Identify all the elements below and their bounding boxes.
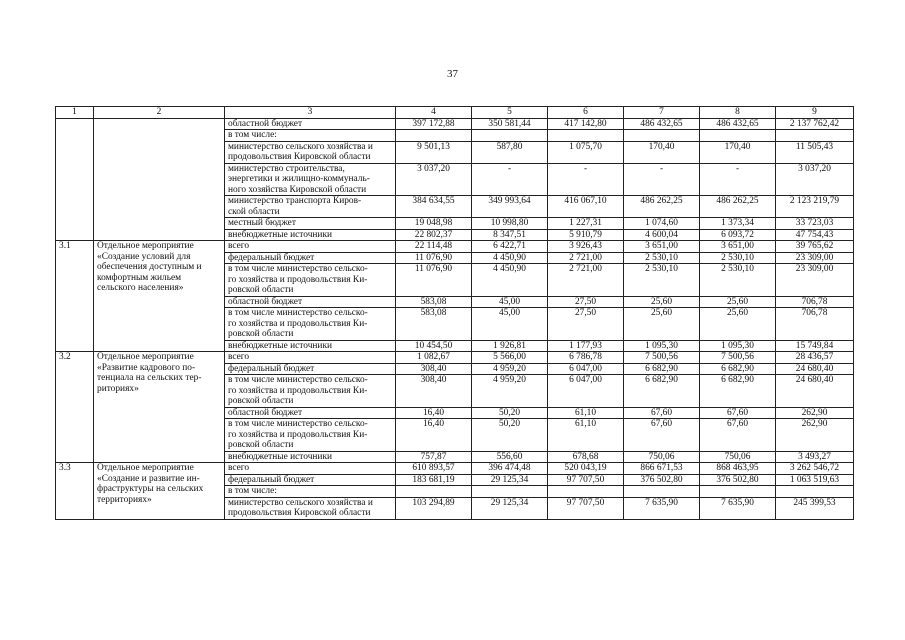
funding-source-cell: областной бюджет bbox=[225, 118, 396, 130]
value-cell: 25,60 bbox=[624, 296, 700, 308]
value-cell: 15 749,84 bbox=[776, 340, 854, 352]
value-cell: 486 432,65 bbox=[624, 118, 700, 130]
value-cell: 6 422,71 bbox=[472, 241, 548, 253]
value-cell: 9 501,13 bbox=[396, 141, 472, 163]
value-cell: 103 294,89 bbox=[396, 497, 472, 519]
value-cell: 3 651,00 bbox=[624, 241, 700, 253]
value-cell: 50,20 bbox=[472, 419, 548, 452]
value-cell: 61,10 bbox=[548, 407, 624, 419]
value-cell: 7 635,90 bbox=[624, 497, 700, 519]
value-cell: 2 123 219,79 bbox=[776, 196, 854, 218]
funding-source-cell: всего bbox=[225, 241, 396, 253]
value-cell: 349 993,64 bbox=[472, 196, 548, 218]
activity-name-cell bbox=[94, 118, 225, 241]
header-cell: 7 bbox=[624, 107, 700, 119]
funding-source-cell: внебюджетные источники bbox=[225, 340, 396, 352]
value-cell: 2 530,10 bbox=[700, 264, 776, 297]
value-cell: 3 262 546,72 bbox=[776, 463, 854, 475]
value-cell: 1 373,34 bbox=[700, 218, 776, 230]
funding-source-cell: в том числе министерство сельско- го хозяйства и продовольствия Ки- ровской области bbox=[225, 264, 396, 297]
value-cell: 376 502,80 bbox=[624, 474, 700, 486]
value-cell bbox=[700, 486, 776, 498]
value-cell: 11 076,90 bbox=[396, 252, 472, 264]
value-cell: 3 037,20 bbox=[776, 163, 854, 196]
value-cell: 706,78 bbox=[776, 308, 854, 341]
value-cell: 678,68 bbox=[548, 451, 624, 463]
value-cell: 1 227,31 bbox=[548, 218, 624, 230]
value-cell: 6 682,90 bbox=[624, 375, 700, 408]
activity-number: 3.3 bbox=[56, 463, 94, 520]
value-cell: 50,20 bbox=[472, 407, 548, 419]
table-row bbox=[56, 241, 854, 253]
value-cell: 4 959,20 bbox=[472, 363, 548, 375]
value-cell: 97 707,50 bbox=[548, 474, 624, 486]
header-cell: 5 bbox=[472, 107, 548, 119]
value-cell: 25,60 bbox=[700, 308, 776, 341]
value-cell: 1 082,67 bbox=[396, 352, 472, 364]
value-cell: 376 502,80 bbox=[700, 474, 776, 486]
value-cell: 3 037,20 bbox=[396, 163, 472, 196]
table-row bbox=[56, 352, 854, 364]
value-cell: 245 399,53 bbox=[776, 497, 854, 519]
value-cell bbox=[624, 130, 700, 142]
funding-source-cell: областной бюджет bbox=[225, 407, 396, 419]
funding-source-cell: министерство транспорта Киров- ской области bbox=[225, 196, 396, 218]
value-cell bbox=[700, 130, 776, 142]
value-cell: 1 926,81 bbox=[472, 340, 548, 352]
value-cell: 3 926,43 bbox=[548, 241, 624, 253]
value-cell: 24 680,40 bbox=[776, 375, 854, 408]
value-cell: 396 474,48 bbox=[472, 463, 548, 475]
value-cell: 1 074,60 bbox=[624, 218, 700, 230]
value-cell bbox=[624, 486, 700, 498]
value-cell: 170,40 bbox=[700, 141, 776, 163]
funding-source-cell: в том числе: bbox=[225, 130, 396, 142]
value-cell: 24 680,40 bbox=[776, 363, 854, 375]
value-cell: 6 047,00 bbox=[548, 375, 624, 408]
value-cell: 4 600,04 bbox=[624, 229, 700, 241]
funding-source-cell: в том числе министерство сельско- го хозяйства и продовольствия Ки- ровской области bbox=[225, 308, 396, 341]
funding-source-cell: федеральный бюджет bbox=[225, 252, 396, 264]
value-cell: 23 309,00 bbox=[776, 264, 854, 297]
header-cell: 3 bbox=[225, 107, 396, 119]
activity-number: 3.1 bbox=[56, 241, 94, 352]
value-cell: 4 450,90 bbox=[472, 264, 548, 297]
value-cell: 10 998,80 bbox=[472, 218, 548, 230]
value-cell: 583,08 bbox=[396, 308, 472, 341]
funding-source-cell: министерство сельского хозяйства и продовольствия Кировской области bbox=[225, 141, 396, 163]
value-cell: 4 450,90 bbox=[472, 252, 548, 264]
value-cell: 2 721,00 bbox=[548, 252, 624, 264]
value-cell: 350 581,44 bbox=[472, 118, 548, 130]
value-cell: 6 786,78 bbox=[548, 352, 624, 364]
value-cell: 750,06 bbox=[700, 451, 776, 463]
value-cell: 28 436,57 bbox=[776, 352, 854, 364]
value-cell bbox=[472, 130, 548, 142]
value-cell: 16,40 bbox=[396, 419, 472, 452]
value-cell: 5 566,00 bbox=[472, 352, 548, 364]
value-cell: 2 530,10 bbox=[700, 252, 776, 264]
value-cell bbox=[776, 130, 854, 142]
value-cell: 2 137 762,42 bbox=[776, 118, 854, 130]
funding-source-cell: всего bbox=[225, 352, 396, 364]
value-cell: 3 651,00 bbox=[700, 241, 776, 253]
value-cell: - bbox=[624, 163, 700, 196]
value-cell: 587,80 bbox=[472, 141, 548, 163]
activity-name: Отдельное мероприятие «Создание условий для обеспечения доступным и комфортным жильем сельского населения» bbox=[94, 241, 225, 352]
activity-name: Отдельное мероприятие «Развитие кадрового по- тенциала на сельских тер- риториях» bbox=[94, 352, 225, 463]
value-cell: 706,78 bbox=[776, 296, 854, 308]
funding-source-cell: внебюджетные источники bbox=[225, 451, 396, 463]
value-cell: 29 125,34 bbox=[472, 474, 548, 486]
header-row bbox=[56, 107, 854, 119]
value-cell: 3 493,27 bbox=[776, 451, 854, 463]
funding-source-cell: федеральный бюджет bbox=[225, 474, 396, 486]
value-cell bbox=[472, 486, 548, 498]
value-cell: 308,40 bbox=[396, 363, 472, 375]
value-cell: 1 177,93 bbox=[548, 340, 624, 352]
value-cell: 416 067,10 bbox=[548, 196, 624, 218]
table-row bbox=[56, 118, 854, 130]
value-cell: 6 682,90 bbox=[700, 363, 776, 375]
value-cell: 610 893,57 bbox=[396, 463, 472, 475]
value-cell: 23 309,00 bbox=[776, 252, 854, 264]
value-cell: 866 671,53 bbox=[624, 463, 700, 475]
value-cell: - bbox=[472, 163, 548, 196]
value-cell: 2 530,10 bbox=[624, 264, 700, 297]
value-cell: 27,50 bbox=[548, 296, 624, 308]
value-cell: 8 347,51 bbox=[472, 229, 548, 241]
value-cell: 16,40 bbox=[396, 407, 472, 419]
value-cell: 262,90 bbox=[776, 419, 854, 452]
value-cell: 11 505,43 bbox=[776, 141, 854, 163]
value-cell: 397 172,88 bbox=[396, 118, 472, 130]
funding-source-cell: в том числе: bbox=[225, 486, 396, 498]
value-cell: 868 463,95 bbox=[700, 463, 776, 475]
value-cell: 67,60 bbox=[700, 407, 776, 419]
value-cell: 61,10 bbox=[548, 419, 624, 452]
value-cell: 1 063 519,63 bbox=[776, 474, 854, 486]
funding-source-cell: министерство сельского хозяйства и продовольствия Кировской области bbox=[225, 497, 396, 519]
funding-source-cell: федеральный бюджет bbox=[225, 363, 396, 375]
value-cell: 262,90 bbox=[776, 407, 854, 419]
value-cell: 7 500,56 bbox=[624, 352, 700, 364]
value-cell bbox=[776, 486, 854, 498]
value-cell: 486 262,25 bbox=[700, 196, 776, 218]
value-cell: 2 530,10 bbox=[624, 252, 700, 264]
header-cell: 4 bbox=[396, 107, 472, 119]
number-cell bbox=[56, 118, 94, 241]
value-cell: 7 500,56 bbox=[700, 352, 776, 364]
value-cell: 47 754,43 bbox=[776, 229, 854, 241]
value-cell: 486 262,25 bbox=[624, 196, 700, 218]
value-cell bbox=[548, 486, 624, 498]
funding-source-cell: министерство строительства, энергетики и жилищно-коммуналь- ного хозяйства Кировской области bbox=[225, 163, 396, 196]
funding-source-cell: в том числе министерство сельско- го хозяйства и продовольствия Ки- ровской области bbox=[225, 375, 396, 408]
value-cell: 33 723,03 bbox=[776, 218, 854, 230]
value-cell: 67,60 bbox=[700, 419, 776, 452]
value-cell: 757,87 bbox=[396, 451, 472, 463]
value-cell: 45,00 bbox=[472, 308, 548, 341]
value-cell: 6 093,72 bbox=[700, 229, 776, 241]
value-cell: - bbox=[548, 163, 624, 196]
header-cell: 2 bbox=[94, 107, 225, 119]
value-cell: 7 635,90 bbox=[700, 497, 776, 519]
value-cell: 1 095,30 bbox=[700, 340, 776, 352]
value-cell: - bbox=[700, 163, 776, 196]
value-cell: 25,60 bbox=[700, 296, 776, 308]
value-cell: 5 910,79 bbox=[548, 229, 624, 241]
value-cell: 22 114,48 bbox=[396, 241, 472, 253]
value-cell: 384 634,55 bbox=[396, 196, 472, 218]
value-cell: 25,60 bbox=[624, 308, 700, 341]
value-cell: 10 454,50 bbox=[396, 340, 472, 352]
page-number: 37 bbox=[447, 68, 458, 80]
budget-table bbox=[55, 106, 854, 520]
header-cell: 9 bbox=[776, 107, 854, 119]
value-cell: 556,60 bbox=[472, 451, 548, 463]
value-cell: 22 802,37 bbox=[396, 229, 472, 241]
value-cell: 4 959,20 bbox=[472, 375, 548, 408]
value-cell: 1 095,30 bbox=[624, 340, 700, 352]
value-cell: 97 707,50 bbox=[548, 497, 624, 519]
value-cell: 29 125,34 bbox=[472, 497, 548, 519]
value-cell: 39 765,62 bbox=[776, 241, 854, 253]
funding-source-cell: областной бюджет bbox=[225, 296, 396, 308]
header-cell: 1 bbox=[56, 107, 94, 119]
activity-number: 3.2 bbox=[56, 352, 94, 463]
value-cell: 308,40 bbox=[396, 375, 472, 408]
header-cell: 6 bbox=[548, 107, 624, 119]
value-cell bbox=[396, 130, 472, 142]
value-cell: 67,60 bbox=[624, 407, 700, 419]
header-cell: 8 bbox=[700, 107, 776, 119]
funding-source-cell: в том числе министерство сельско- го хозяйства и продовольствия Ки- ровской области bbox=[225, 419, 396, 452]
value-cell: 11 076,90 bbox=[396, 264, 472, 297]
funding-source-cell: внебюджетные источники bbox=[225, 229, 396, 241]
table-row bbox=[56, 463, 854, 475]
value-cell bbox=[396, 486, 472, 498]
value-cell: 27,50 bbox=[548, 308, 624, 341]
value-cell: 19 048,98 bbox=[396, 218, 472, 230]
value-cell: 1 075,70 bbox=[548, 141, 624, 163]
value-cell: 170,40 bbox=[624, 141, 700, 163]
value-cell: 2 721,00 bbox=[548, 264, 624, 297]
value-cell: 67,60 bbox=[624, 419, 700, 452]
value-cell: 520 043,19 bbox=[548, 463, 624, 475]
value-cell: 486 432,65 bbox=[700, 118, 776, 130]
activity-name: Отдельное мероприятие «Создание и развитие ин- фраструктуры на сельских территориях» bbox=[94, 463, 225, 520]
value-cell: 6 047,00 bbox=[548, 363, 624, 375]
value-cell: 417 142,80 bbox=[548, 118, 624, 130]
value-cell: 583,08 bbox=[396, 296, 472, 308]
value-cell bbox=[548, 130, 624, 142]
value-cell: 45,00 bbox=[472, 296, 548, 308]
value-cell: 6 682,90 bbox=[700, 375, 776, 408]
value-cell: 750,06 bbox=[624, 451, 700, 463]
funding-source-cell: всего bbox=[225, 463, 396, 475]
value-cell: 183 681,19 bbox=[396, 474, 472, 486]
funding-source-cell: местный бюджет bbox=[225, 218, 396, 230]
value-cell: 6 682,90 bbox=[624, 363, 700, 375]
